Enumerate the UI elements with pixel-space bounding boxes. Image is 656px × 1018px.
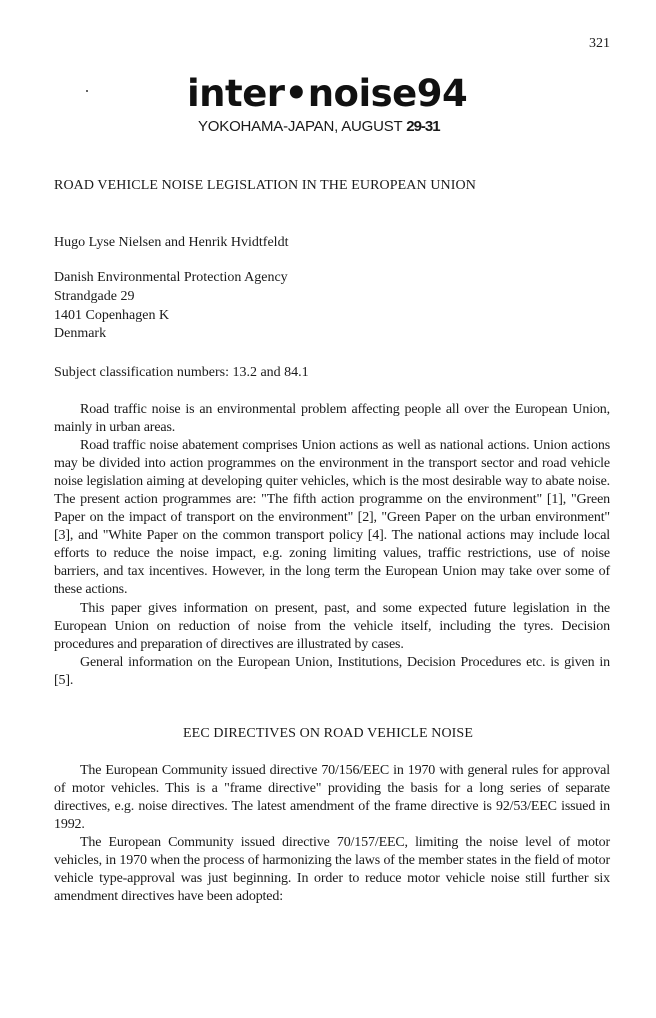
authors: Hugo Lyse Nielsen and Henrik Hvidtfeldt bbox=[54, 235, 289, 250]
paper-title: ROAD VEHICLE NOISE LEGISLATION IN THE EUROPEAN UNION bbox=[54, 178, 476, 193]
paragraph: This paper gives information on present, past, and some expected future legislation in the European Union on reduction of noise from the vehicle itself, including the tyres. Decision procedures and preparation of directives are illustrated by cases. bbox=[54, 600, 610, 652]
affiliation-line: Denmark bbox=[54, 326, 107, 342]
affiliation-line: Danish Environmental Protection Agency bbox=[54, 270, 288, 285]
paragraph: The European Community issued directive 70/156/EEC in 1970 with general rules for approval of motor vehicles. This is a "frame directive" providing the basis for a long series of separate directives, e.g. noise directives. The latest amendment of the frame directive is 92/53/EEC issued in 1992. bbox=[54, 763, 610, 833]
section-heading: EEC DIRECTIVES ON ROAD VEHICLE NOISE bbox=[183, 726, 473, 741]
affiliation-line: Strandgade 29 bbox=[54, 288, 135, 304]
subject-classification: Subject classification numbers: 13.2 and 84.1 bbox=[54, 365, 309, 380]
conference-dates: 29-31 bbox=[406, 118, 440, 135]
conference-location-text: YOKOHAMA-JAPAN, AUGUST bbox=[198, 118, 407, 135]
section-body bbox=[54, 762, 610, 906]
affiliation-line: 1401 Copenhagen K bbox=[54, 307, 170, 323]
affiliation bbox=[54, 269, 610, 344]
conference-location bbox=[198, 118, 440, 135]
paragraph: The European Community issued directive 70/157/EEC, limiting the noise level of motor vehicles, in 1970 when the process of harmonizing the laws of the member states in the field of motor vehicle type-approval was just beginning. In order to reduce motor vehicle noise still further six amendment directives have been adopted: bbox=[54, 835, 610, 905]
conference-logo: inter•noise94 bbox=[187, 72, 468, 115]
paragraph: Road traffic noise is an environmental problem affecting people all over the European Union, mainly in urban areas. bbox=[54, 402, 610, 436]
paragraph: General information on the European Union, Institutions, Decision Procedures etc. is given in [5]. bbox=[54, 654, 610, 688]
page-number: 321 bbox=[589, 36, 610, 51]
paragraph: Road traffic noise abatement comprises Union actions as well as national actions. Union actions may be divided into action programmes on the environment in the transport sector and road vehicle noise legislation aiming at developing quiter vehicles, which is the most desirable way to abate noise. The present action programmes are: "The fifth action programme on the environment" [1], "Green Paper on the impact of transport on the environment" [2], "Green Paper on the urban environment" [3], and "White Paper on the common transport policy [4]. The national actions may include local efforts to reduce the noise impact, e.g. zoning limiting values, traffic restrictions, use of noise barriers, and tax incentives. However, in the long term the European Union may take over some of these actions. bbox=[54, 438, 610, 598]
intro-body bbox=[54, 401, 610, 690]
stray-mark bbox=[86, 90, 88, 92]
